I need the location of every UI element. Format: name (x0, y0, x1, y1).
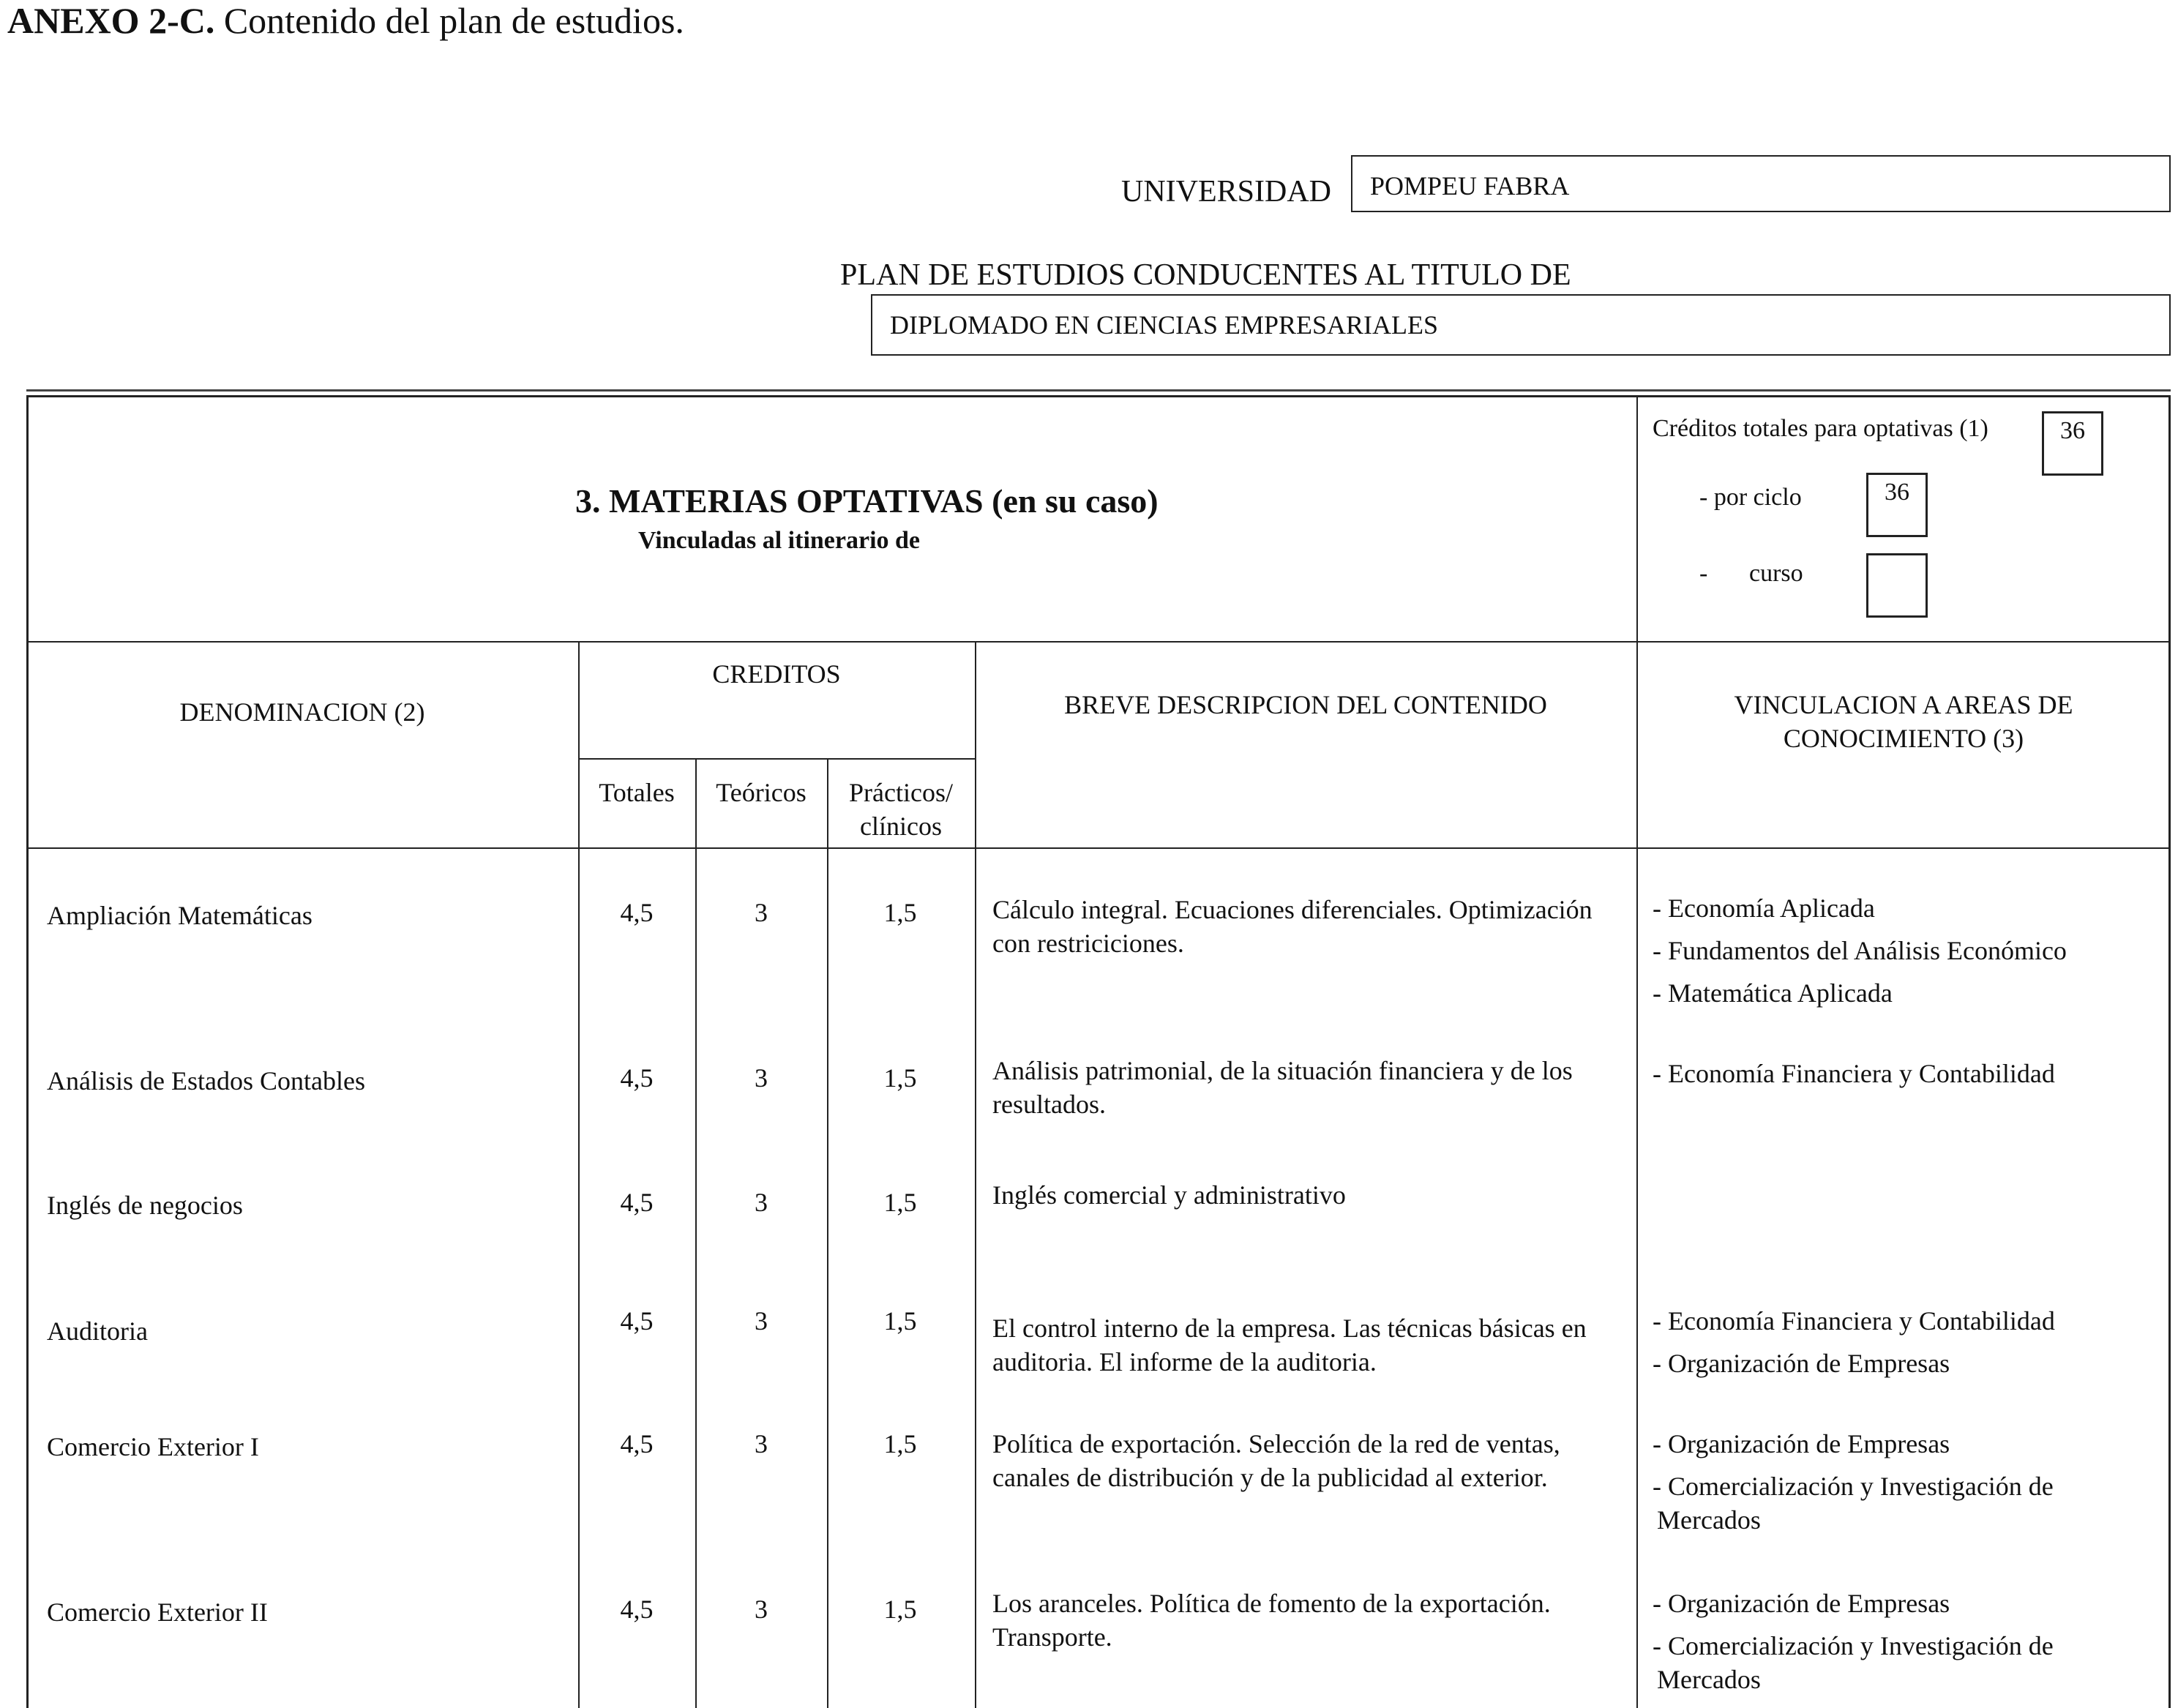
row-teoricos: 3 (755, 898, 768, 927)
row-totales: 4,5 (620, 898, 654, 927)
header-totales: Totales (599, 778, 675, 807)
header-vinculacion-line1: VINCULACION A AREAS DE (1734, 690, 2073, 719)
row-practicos: 1,5 (883, 1595, 917, 1624)
university-field: POMPEU FABRA (1351, 155, 2171, 212)
header-denominacion: DENOMINACION (2) (179, 697, 425, 727)
row-descripcion-line: auditoria. El informe de la auditoria. (992, 1347, 1377, 1376)
row-area: - Economía Financiera y Contabilidad (1653, 1306, 2055, 1336)
row-descripcion (992, 1427, 1560, 1494)
row-practicos: 1,5 (883, 898, 917, 927)
row-areas (1653, 891, 2067, 1019)
row-descripcion-line: Cálculo integral. Ecuaciones diferenciales. Optimización (992, 895, 1593, 924)
row-area-continued: Mercados (1657, 1505, 1761, 1535)
row-totales: 4,5 (620, 1595, 654, 1624)
annex-number: ANEXO 2-C. (7, 0, 215, 41)
row-practicos: 1,5 (883, 1306, 917, 1336)
credits-course-label: curso (1749, 560, 1803, 587)
credits-total-label: Créditos totales para optativas (1) (1653, 415, 1988, 442)
row-totales: 4,5 (620, 1306, 654, 1336)
annex-title: Contenido del plan de estudios. (223, 0, 684, 41)
row-denominacion: Inglés de negocios (47, 1191, 243, 1220)
column-header-bottom-rule (26, 847, 2171, 849)
header-descripcion: BREVE DESCRIPCION DEL CONTENIDO (1064, 690, 1547, 719)
annex-heading (7, 0, 684, 41)
row-descripcion-line: Política de exportación. Selección de la red de ventas, (992, 1429, 1560, 1458)
row-descripcion-line: canales de distribución y de la publicidad al exterior. (992, 1463, 1548, 1492)
col-divider-descripcion (975, 641, 976, 1708)
row-areas (1653, 1304, 2055, 1389)
row-practicos: 1,5 (883, 1063, 917, 1093)
row-denominacion: Auditoria (47, 1316, 148, 1346)
row-denominacion: Análisis de Estados Contables (47, 1066, 365, 1095)
row-denominacion: Comercio Exterior I (47, 1432, 259, 1461)
header-practicos (827, 776, 975, 843)
row-area: - Economía Aplicada (1653, 894, 1875, 923)
plan-label: PLAN DE ESTUDIOS CONDUCENTES AL TITULO DE (840, 258, 1571, 292)
row-descripcion-line: El control interno de la empresa. Las técnicas básicas en (992, 1314, 1587, 1343)
row-teoricos: 3 (755, 1063, 768, 1093)
row-area: - Organización de Empresas (1653, 1429, 1950, 1458)
row-totales: 4,5 (620, 1188, 654, 1217)
row-descripcion-line: con restriciciones. (992, 929, 1184, 958)
row-area: - Economía Financiera y Contabilidad (1653, 1059, 2055, 1088)
row-areas (1653, 1587, 2054, 1696)
section-subtitle: Vinculadas al itinerario de (638, 527, 921, 554)
row-denominacion: Ampliación Matemáticas (47, 901, 313, 930)
col-divider-vinculacion (1636, 395, 1638, 1708)
row-teoricos: 3 (755, 1306, 768, 1336)
row-descripcion-line: Análisis patrimonial, de la situación financiera y de los (992, 1056, 1573, 1085)
row-area: - Fundamentos del Análisis Económico (1653, 936, 2067, 965)
row-teoricos: 3 (755, 1429, 768, 1458)
credits-cycle-box: 36 (1866, 473, 1928, 537)
row-teoricos: 3 (755, 1188, 768, 1217)
row-descripcion (992, 1311, 1587, 1379)
col-divider-practicos (827, 758, 828, 1708)
header-teoricos: Teóricos (716, 778, 807, 807)
row-denominacion: Comercio Exterior II (47, 1597, 268, 1627)
row-area: - Comercialización y Investigación de (1653, 1472, 2054, 1501)
credits-course-box (1866, 553, 1928, 618)
row-area: - Organización de Empresas (1653, 1349, 1950, 1378)
header-separator (26, 641, 2171, 643)
header-vinculacion-line2: CONOCIMIENTO (3) (1783, 724, 2024, 753)
header-practicos-line1: Prácticos/ (849, 778, 953, 807)
header-creditos: CREDITOS (712, 659, 841, 689)
credits-cycle-label: - por ciclo (1699, 484, 1802, 511)
row-totales: 4,5 (620, 1063, 654, 1093)
row-practicos: 1,5 (883, 1429, 917, 1458)
row-area: - Organización de Empresas (1653, 1589, 1950, 1618)
row-descripcion-line: Inglés comercial y administrativo (992, 1180, 1346, 1210)
row-descripcion (992, 1587, 1551, 1654)
row-descripcion-line: resultados. (992, 1090, 1106, 1119)
row-descripcion (992, 1178, 1346, 1212)
header-practicos-line2: clínicos (860, 812, 942, 841)
col-divider-teoricos (695, 758, 697, 1708)
row-descripcion-line: Transporte. (992, 1622, 1112, 1652)
credits-course-dash: - (1699, 560, 1708, 587)
row-area-continued: Mercados (1657, 1665, 1761, 1694)
plan-title-field: DIPLOMADO EN CIENCIAS EMPRESARIALES (871, 294, 2171, 356)
row-area: - Comercialización y Investigación de (1653, 1631, 2054, 1660)
row-teoricos: 3 (755, 1595, 768, 1624)
creditos-subheader-rule (578, 758, 976, 760)
row-descripcion (992, 893, 1593, 960)
row-practicos: 1,5 (883, 1188, 917, 1217)
row-descripcion-line: Los aranceles. Política de fomento de la exportación. (992, 1589, 1551, 1618)
row-areas (1653, 1057, 2055, 1099)
row-descripcion (992, 1054, 1573, 1121)
row-totales: 4,5 (620, 1429, 654, 1458)
credits-total-box: 36 (2042, 411, 2103, 476)
section-title: 3. MATERIAS OPTATIVAS (en su caso) (575, 482, 1159, 520)
university-label: UNIVERSIDAD (1121, 175, 1331, 209)
row-area: - Matemática Aplicada (1653, 978, 1893, 1008)
table-top-rule (26, 389, 2171, 392)
row-areas (1653, 1427, 2054, 1537)
header-vinculacion (1636, 688, 2171, 755)
